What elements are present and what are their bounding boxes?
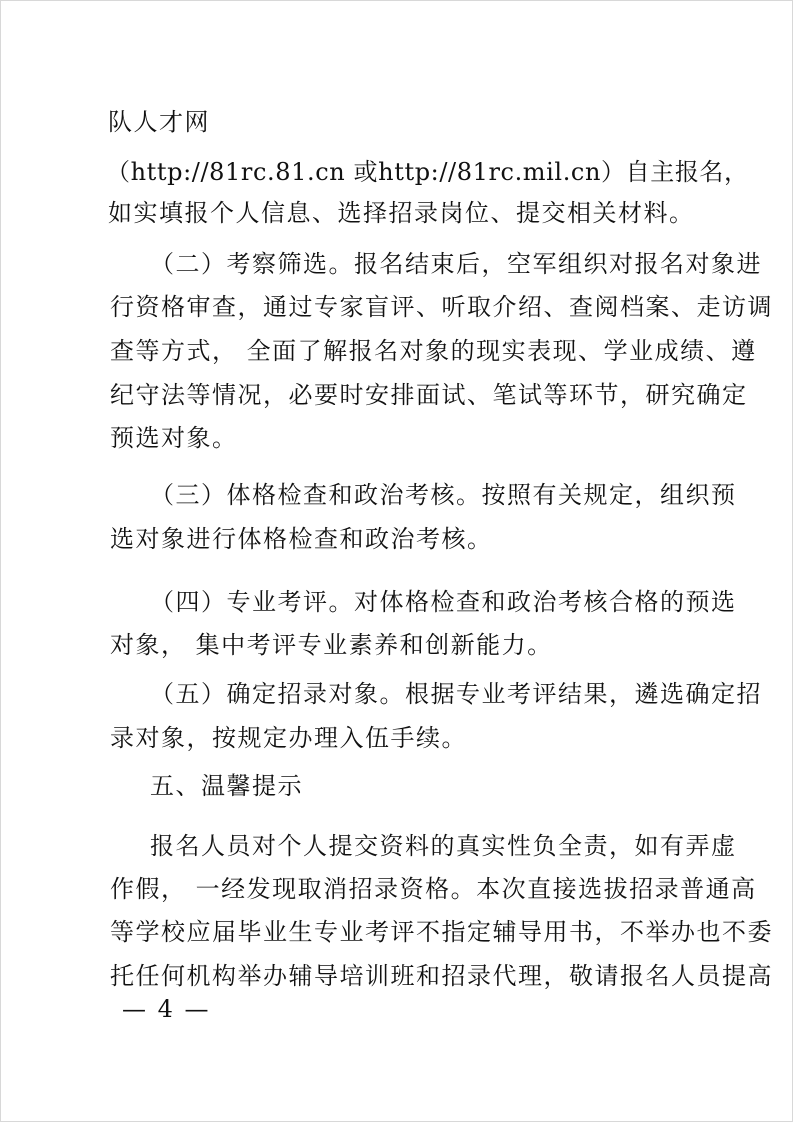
text-line-9: （三）体格检查和政治考核。按照有关规定，组织预 bbox=[150, 481, 737, 509]
text-line-11: （四）专业考评。对体格检查和政治考核合格的预选 bbox=[150, 588, 737, 616]
text-line-6: 查等方式， 全面了解报名对象的现实表现、学业成绩、遵 bbox=[110, 337, 757, 365]
text-line-19: 托任何机构举办辅导培训班和招录代理，敬请报名人员提高 bbox=[110, 962, 773, 990]
text-line-3: 如实填报个人信息、选择招录岗位、提交相关材料。 bbox=[108, 199, 695, 227]
text-line-8: 预选对象。 bbox=[110, 424, 238, 452]
text-line-13: （五）确定招录对象。根据专业考评结果，遴选确定招 bbox=[150, 680, 762, 708]
text-line-1: 队人才网 bbox=[108, 108, 210, 136]
text-line-7: 纪守法等情况，必要时安排面试、笔试等环节，研究确定 bbox=[110, 381, 748, 409]
text-line-17: 作假， 一经发现取消招录资格。本次直接选拔招录普通高 bbox=[110, 875, 757, 903]
page-number: — 4 — bbox=[122, 995, 211, 1023]
text-line-10: 选对象进行体格检查和政治考核。 bbox=[110, 525, 493, 553]
text-line-4: （二）考察筛选。报名结束后，空军组织对报名对象进 bbox=[150, 250, 762, 278]
text-line-2: （http://81rc.81.cn 或http://81rc.mil.cn）自主报名， bbox=[106, 158, 749, 186]
text-line-14: 录对象，按规定办理入伍手续。 bbox=[110, 724, 467, 752]
text-line-12: 对象， 集中考评专业素养和创新能力。 bbox=[110, 631, 553, 659]
text-line-18: 等学校应届毕业生专业考评不指定辅导用书，不举办也不委 bbox=[110, 918, 773, 946]
text-line-5: 行资格审查，通过专家盲评、听取介绍、查阅档案、走访调 bbox=[110, 293, 773, 321]
section-heading: 五、温馨提示 bbox=[150, 772, 303, 800]
text-line-16: 报名人员对个人提交资料的真实性负全责，如有弄虚 bbox=[150, 832, 737, 860]
